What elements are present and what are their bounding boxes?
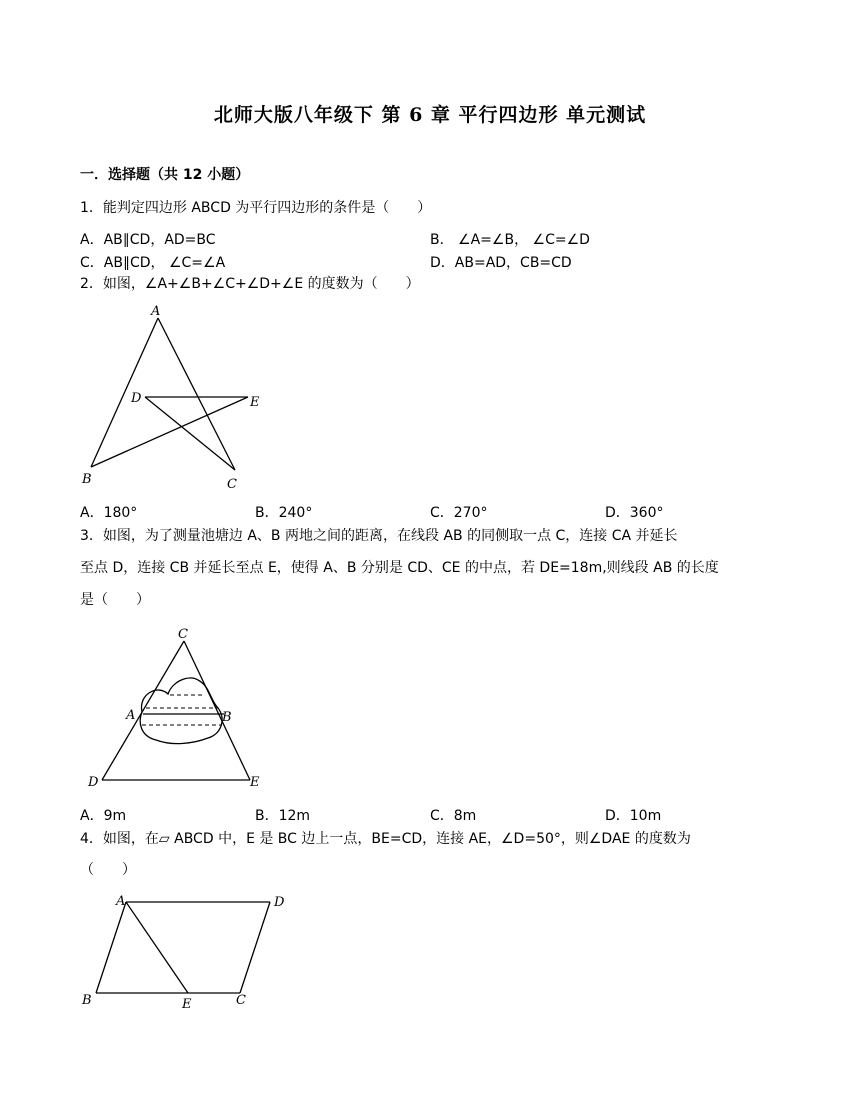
figure-label-d: D xyxy=(274,895,285,910)
figure-label-a: A xyxy=(151,304,161,319)
question-2-stem: 2．如图，∠A+∠B+∠C+∠D+∠E 的度数为（ ） xyxy=(80,276,420,292)
figure-label-e: E xyxy=(250,775,260,790)
question-2-option-a: A．180° xyxy=(80,505,138,521)
figure-label-b: B xyxy=(82,993,92,1008)
star-segment-be xyxy=(91,397,248,467)
figure-label-c: C xyxy=(227,477,237,492)
question-2-option-b: B．240° xyxy=(255,505,313,521)
question-3-option-b: B．12m xyxy=(255,808,311,824)
question-1-option-a: A．AB∥CD，AD=BC xyxy=(80,232,216,248)
segment-ae xyxy=(126,902,188,993)
section-heading: 一．选择题（共 12 小题） xyxy=(80,167,250,183)
figure-label-e: E xyxy=(250,395,260,410)
question-3-stem-line-1: 3．如图，为了测量池塘边 A、B 两地之间的距离，在线段 AB 的同侧取一点 C，连接 CA 并延长 xyxy=(80,528,678,544)
triangle-side-cd xyxy=(102,641,184,780)
pond-outline xyxy=(140,678,222,744)
figure-label-e: E xyxy=(182,997,192,1012)
question-4-stem-line-2: （ ） xyxy=(80,862,136,878)
figure-label-b: B xyxy=(82,472,92,487)
side-ab xyxy=(96,902,126,993)
question-1-stem: 1．能判定四边形 ABCD 为平行四边形的条件是（ ） xyxy=(80,200,432,216)
question-1-option-b: B． ∠A=∠B， ∠C=∠D xyxy=(430,232,590,248)
figure-label-c: C xyxy=(236,993,246,1008)
star-segment-dc xyxy=(145,397,235,470)
triangle-side-ce xyxy=(184,641,250,780)
side-dc xyxy=(240,902,270,993)
star-segment-ac xyxy=(158,318,235,470)
question-3-option-d: D．10m xyxy=(605,808,662,824)
figure-label-a: A xyxy=(126,708,136,723)
figure-label-d: D xyxy=(88,775,99,790)
figure-label-b: B xyxy=(222,710,232,725)
question-4-parallelogram-figure xyxy=(78,888,298,1013)
question-1-option-d: D．AB=AD，CB=CD xyxy=(430,255,572,271)
figure-label-a: A xyxy=(116,894,126,909)
question-3-stem-line-2: 至点 D，连接 CB 并延长至点 E，使得 A、B 分别是 CD、CE 的中点，若 DE=18m,则线段 AB 的长度 xyxy=(80,560,719,576)
document-title: 北师大版八年级下 第 6 章 平行四边形 单元测试 xyxy=(213,104,647,126)
figure-label-d: D xyxy=(131,391,142,406)
question-3-option-a: A．9m xyxy=(80,808,127,824)
star-segment-ab xyxy=(91,318,158,467)
figure-label-c: C xyxy=(178,627,188,642)
question-2-star-figure xyxy=(76,300,276,495)
question-3-stem-line-3: 是（ ） xyxy=(80,592,150,608)
question-3-pond-figure xyxy=(80,622,280,792)
question-4-stem-line-1: 4．如图，在▱ ABCD 中，E 是 BC 边上一点，BE=CD，连接 AE，∠D=50°，则∠DAE 的度数为 xyxy=(80,831,691,847)
question-2-option-c: C．270° xyxy=(430,505,488,521)
question-3-option-c: C．8m xyxy=(430,808,477,824)
question-1-option-c: C．AB∥CD， ∠C=∠A xyxy=(80,255,226,271)
question-2-option-d: D．360° xyxy=(605,505,664,521)
